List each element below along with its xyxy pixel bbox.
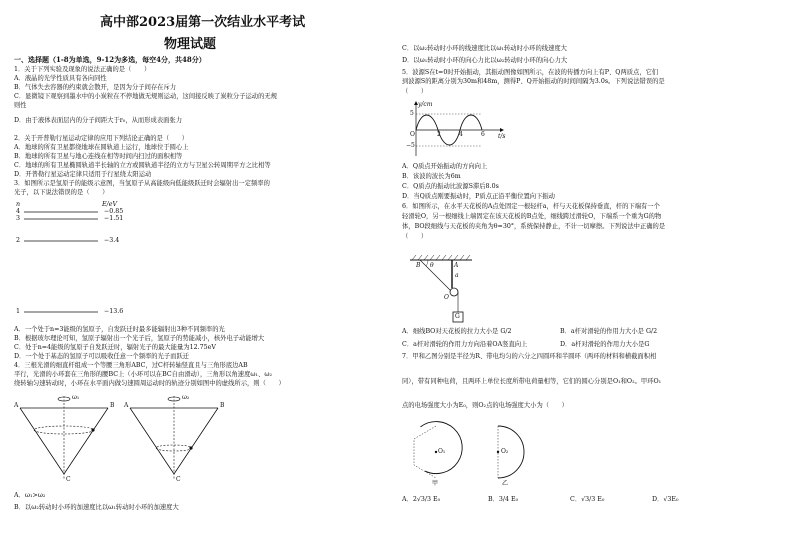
q5-option-d: D．当Q质点刚要振动时，P质点正沿平衡位置向下振动 — [402, 193, 555, 200]
graph-ymin: −5 — [406, 142, 415, 149]
q5-option-b: B．该波的波长为6m — [402, 173, 461, 180]
q2-option-d: D．开普勒行星运动定律只适用于行星绕太阳运动 — [14, 171, 152, 178]
q4-stem-cont1: 平行，光滑的小环套在三角形的腰BC上（小环可以在BC自由滑动），三角形以角速度ω₁、ω₂ — [14, 371, 272, 378]
level-n4: 4 — [16, 208, 21, 215]
q1-stem: 1．关于下列实验及现象的说法正确的是（ ） — [14, 66, 151, 73]
graph-ymax: 5 — [410, 110, 414, 117]
vibration-graph — [402, 100, 512, 160]
q5-stem-cont2: （ ） — [402, 88, 428, 95]
exam-subtitle: 物理试题 — [164, 37, 217, 52]
pulley-figure-svg — [410, 254, 480, 326]
q4-stem: 4．三根光滑的细直杆组成一个等腰三角形ABC，过C杆转轴竖直且与三角形底边AB — [14, 362, 248, 369]
pulley-label-a-point: A — [454, 262, 459, 269]
q7-fig2-label: 乙 — [502, 480, 509, 487]
q6-stem-cont2: 体，BO段细线与天花板的夹角为θ=30°，系统保持静止，不计一切摩擦。下列说法中正确的是 — [402, 223, 666, 230]
energy-level-lines — [14, 198, 154, 318]
q6-option-a: A．细线BO对天花板的拉力大小是 G/2 — [402, 328, 512, 335]
pulley-label-rod: a — [455, 272, 459, 279]
fig2-label-c: C — [176, 476, 181, 483]
fig2-omega: ω₂ — [182, 394, 190, 401]
q6-option-d: D．a杆对滑轮的作用力大小是G — [560, 341, 650, 348]
e-axis-label: E/eV — [102, 201, 117, 208]
graph-tick-2: 2 — [437, 131, 441, 138]
graph-tick-6: 6 — [481, 131, 485, 138]
q5-stem: 5．波源S在t=0时开始振动，其振动图像如图所示，在波的传播方向上有P、Q两质点，它们 — [402, 69, 659, 76]
level-e4: −0.85 — [104, 208, 124, 215]
level-e1: −13.6 — [104, 308, 124, 315]
graph-tick-4: 4 — [459, 131, 463, 138]
q6-stem-cont1: 轻滑轮O，另一根细线上端固定在该天花板的B点处，细线跨过滑轮O，下端系一个重为G的物 — [402, 213, 662, 220]
q2-stem: 2．关于开普勒行星运动定律的应用下列结论正确的是（ ） — [14, 135, 189, 142]
q3-option-a: A．一个处于n=3能级的氢原子，自发跃迁时最多能辐射出3种不同频率的光 — [14, 326, 225, 333]
level-n3: 3 — [16, 215, 21, 222]
level-e3: −1.51 — [104, 215, 124, 222]
level-e2: −3.4 — [104, 237, 120, 244]
q4-figure-2 — [130, 396, 218, 480]
fig1-omega: ω₁ — [72, 394, 80, 401]
pulley-label-b: B — [416, 262, 421, 269]
q3-option-b: B．根据玻尔理论可知，氢原子辐射出一个光子后，氢原子的势能减小，核外电子动能增大 — [14, 335, 265, 342]
q6-stem: 6．如图所示，在水平天花板的A点处固定一根轻杆a，杆与天花板保持垂直，杆的下端有一个 — [402, 203, 660, 210]
q7-figures — [402, 416, 562, 491]
graph-xlabel: t/s — [498, 133, 506, 140]
pulley-label-g: G — [455, 313, 460, 320]
q4-figures — [14, 392, 314, 487]
level-n1: 1 — [16, 308, 21, 315]
q6-stem-cont3: （ ） — [402, 233, 428, 240]
q6-option-c: C．a杆对滑轮的作用力方向沿着OA竖直向上 — [402, 341, 528, 348]
fig1-label-a: A — [14, 402, 19, 409]
vibration-graph-svg — [402, 100, 512, 160]
q1-option-b: B．气体失去容器的约束就会散开，是因为分子间存在斥力 — [14, 84, 177, 91]
q7-option-c: C．√3/3 E₀ — [570, 496, 605, 503]
q4-option-d: D．以ω₁转动时小环的向心力比以ω₂转动时小环的向心力大 — [402, 57, 568, 64]
q4-figure-1 — [20, 396, 108, 480]
q3-option-d: D．一个处于基态的氢原子可以吸收任意一个频率的光子而跃迁 — [14, 353, 190, 360]
section-heading: 一、选择题（1-8为单选，9-12为多选，每空4分，共48分） — [14, 55, 206, 64]
q4-option-b: B．以ω₂转动时小环的加速度比以ω₁转动时小环的加速度大 — [14, 504, 179, 511]
q1-option-d: D．由于液体表面层内的分子间距大于r₀，从而形成表面张力 — [14, 117, 183, 124]
graph-ylabel: y/cm — [418, 101, 433, 108]
q2-option-b: B．地球的所有卫星与地心连线在相等时间内扫过的面积相等 — [14, 153, 183, 160]
level-n2: 2 — [16, 237, 21, 244]
q3-stem: 3．如图所示是氢原子的能级示意图，当氢原子从高能级向低能级跃迁时会辐射出一定频率的 — [14, 180, 270, 187]
q1-option-a: A．液晶的光学性质具有各向同性 — [14, 75, 107, 82]
fig2-label-b: B — [220, 402, 225, 409]
exam-title: 高中部2023届第一次结业水平考试 — [100, 15, 306, 30]
q7-fig1-label: 甲 — [432, 480, 439, 487]
q7-fig1-center: O₁ — [438, 448, 446, 455]
q3-option-c: C．处于n=4能级的氢原子自发跃迁时，辐射光子的最大能量为12.75eV — [14, 344, 216, 351]
q2-option-c: C．地球的所有卫星椭圆轨道半长轴的立方或圆轨道半径的立方与卫星公转周期平方之比相等 — [14, 162, 271, 169]
q5-option-a: A．Q质点开始振动的方向向上 — [402, 163, 488, 170]
q6-option-b: B．a杆对滑轮的作用力大小是 G/2 — [560, 328, 658, 335]
pulley-figure — [410, 254, 480, 326]
q5-stem-cont1: 到波源S的距离分别为30m和48m，测得P、Q开始振动的时间间隔为3.0s。下列说法错误的是 — [402, 78, 665, 85]
q7-stem-cont1: 同），带有同种电荷，且两环上单位长度所带电荷量相等，它们的圆心分别是O₁和O₂。甲环O₁ — [402, 378, 662, 385]
q1-option-c: C．显微镜下观察到墨水中的小炭粒在不停地做无规则运动，这间接反映了炭粒分子运动的无规 — [14, 93, 277, 100]
fig1-label-c: C — [66, 476, 71, 483]
q7-option-b: B．3/4 E₀ — [488, 496, 519, 503]
q7-option-d: D．√3E₀ — [652, 496, 679, 503]
pulley-label-o: O — [444, 294, 449, 301]
n-axis-label: n — [16, 201, 21, 208]
q4-stem-cont2: 绕转轴匀速转动时，小环在水平面内做匀速圆周运动时的轨迹分别如图中的虚线所示，则（ ） — [14, 380, 285, 387]
q7-option-a: A．2√3/3 E₀ — [402, 496, 441, 503]
q7-stem: 7．甲和乙图分别是半径为R、带电均匀的六分之四圆环和半圆环（两环的材料和横截面积相 — [402, 353, 657, 360]
q4-option-c: C．以ω₂转动时小环的线速度比以ω₁转动时小环的线速度大 — [402, 45, 567, 52]
pulley-label-theta: θ — [430, 262, 434, 269]
graph-origin: O — [410, 131, 415, 138]
q5-option-c: C．Q质点的振动比波源S滞后8.0s — [402, 183, 499, 190]
q1-option-c-cont: 则性 — [14, 102, 27, 109]
q7-stem-cont2: 点的电场强度大小为E₀，则O₂点的电场强度大小为（ ） — [402, 402, 568, 409]
q3-stem-cont: 光子，以下说法错误的是（ ） — [14, 189, 109, 196]
q4-option-a: A．ω₁>ω₂ — [14, 492, 46, 499]
q2-option-a: A．地球的所有卫星都绕地球在圆轨道上运行，地球位于圆心上 — [14, 144, 189, 151]
fig1-label-b: B — [110, 402, 115, 409]
q7-fig2-center: O₂ — [501, 448, 509, 455]
energy-level-diagram — [14, 198, 154, 318]
fig2-label-a: A — [124, 402, 129, 409]
